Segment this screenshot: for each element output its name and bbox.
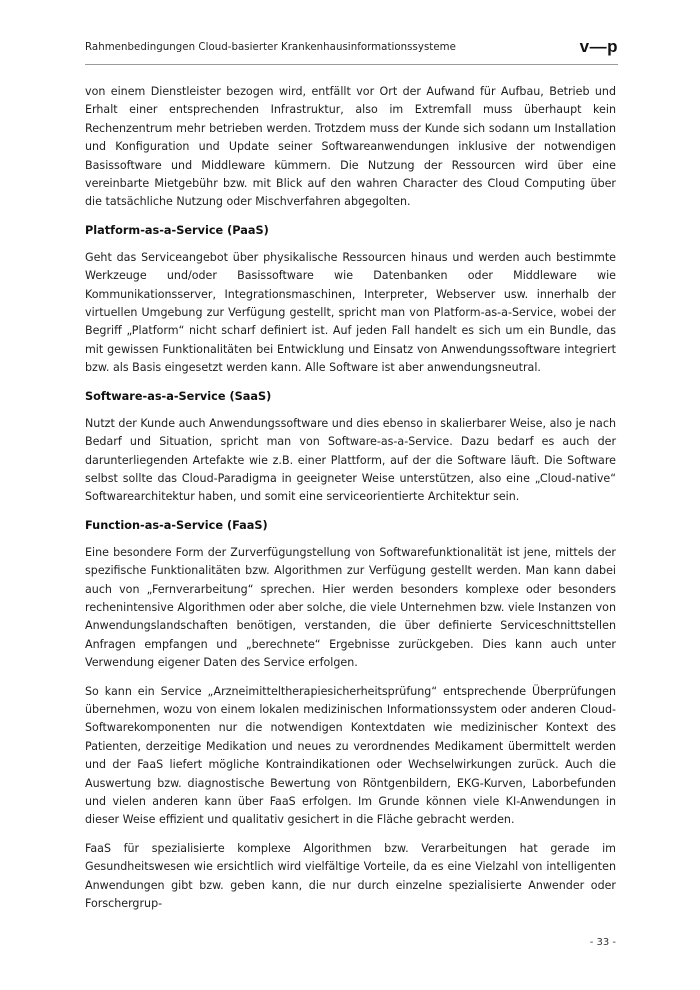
paragraph-faas-1: Eine besondere Form der Zurverfügungstellung von Softwarefunktionalität ist jene, mittels der spezifische Funktionalitäten bzw. Algorithmen zur Verfügung gestellt werden. Man kann dabei auch von „Fernverarbeitung“ sprechen. Hier werden besonders komplexe oder besonders rechenintensive Algorithmen oder aber solche, die viele Unternehmen bzw. viele Instanzen von Anwendungslandschaften benötigen, verstanden, die über definierte Serviceschnittstellen Anfragen empfangen und „berechnete“ Ergebnisse zurückgeben. Dies kann auch unter Verwendung eigener Daten des Service erfolgen. xyxy=(85,545,616,670)
heading-faas: Function-as-a-Service (FaaS) xyxy=(85,518,268,532)
publisher-logo: v—p xyxy=(579,37,618,56)
paragraph-saas: Nutzt der Kunde auch Anwendungssoftware und dies ebenso in skalierbarer Weise, also je nach Bedarf und Situation, spricht man von Software-as-a-Service. Dazu bedarf es auch der darunterliegenden Artefakte wie z.B. einer Plattform, auf der die Software läuft. Die Software selbst sollte das Cloud-Paradigma in geeigneter Weise unterstützen, also eine „Cloud-native“ Softwarearchitektur haben, und somit eine serviceorientierte Architektur sein. xyxy=(85,416,616,504)
page-number: - 33 - xyxy=(589,937,616,948)
paragraph-paas: Geht das Serviceangebot über physikalische Ressourcen hinaus und werden auch bestimmte Werkzeuge und/oder Basissoftware wie Datenbanken oder Middleware wie Kommunikationsserver, Integrationsmaschinen, Interpreter, Webserver usw. innerhalb der virtuellen Umgebung zur Verfügung gestellt, spricht man von Platform-as-a-Service, wobei der Begriff „Platform“ nicht scharf definiert ist. Auf jeden Fall handelt es sich um ein Bundle, das mit gewissen Funktionalitäten bei Entwicklung und Einsatz von Anwendungssoftware integriert bzw. als Basis eingesetzt werden kann. Alle Software ist aber anwendungsneutral. xyxy=(85,250,616,375)
paragraph-faas-3: FaaS für spezialisierte komplexe Algorithmen bzw. Verarbeitungen hat gerade im Gesundheitswesen wie ersichtlich wird vielfältige Vorteile, da es eine Vielzahl von intelligenten Anwendungen gibt bzw. geben kann, die nur durch einzelne spezialisierte Anwender oder Forschergrup- xyxy=(85,841,616,911)
body-text xyxy=(85,83,616,923)
paragraph-iaas-continuation: von einem Dienstleister bezogen wird, entfällt vor Ort der Aufwand für Aufbau, Betrieb und Erhalt einer entsprechenden Infrastruktur, also im Extremfall muss überhaupt kein Rechenzentrum mehr betrieben werden. Trotzdem muss der Kunde sich sodann um Installation und Konfiguration und Update seiner Softwareanwendungen inklusive der notwendigen Basissoftware und Middleware kümmern. Die Nutzung der Ressourcen wird über eine vereinbarte Mietgebühr bzw. mit Blick auf den wahren Character des Cloud Computing über die tatsächliche Nutzung oder Mischverfahren abgegolten. xyxy=(85,85,616,209)
running-header-title: Rahmenbedingungen Cloud-basierter Krankenhausinformationssysteme xyxy=(85,42,456,53)
heading-saas: Software-as-a-Service (SaaS) xyxy=(85,389,272,403)
paragraph-faas-2: So kann ein Service „Arzneimitteltherapiesicherheitsprüfung“ entsprechende Überprüfungen übernehmen, wozu von einem lokalen medizinischen Informationssystem oder anderen Cloud-Softwarekomponenten nur die notwendigen Kontextdaten wie medizinischer Kontext des Patienten, derzeitige Medikation und neues zu verordnendes Medikament übermittelt werden und der FaaS liefert mögliche Kontraindikationen oder Wechselwirkungen zurück. Auch die Auswertung bzw. diagnostische Bewertung von Röntgenbildern, EKG-Kurven, Laborbefunden und vielen anderen kann über FaaS erfolgen. Im Grunde können viele KI-Anwendungen in dieser Weise effizient und qualitativ gesichert in die Fläche gebracht werden. xyxy=(85,684,616,827)
page-header xyxy=(85,37,618,65)
heading-paas: Platform-as-a-Service (PaaS) xyxy=(85,223,269,237)
